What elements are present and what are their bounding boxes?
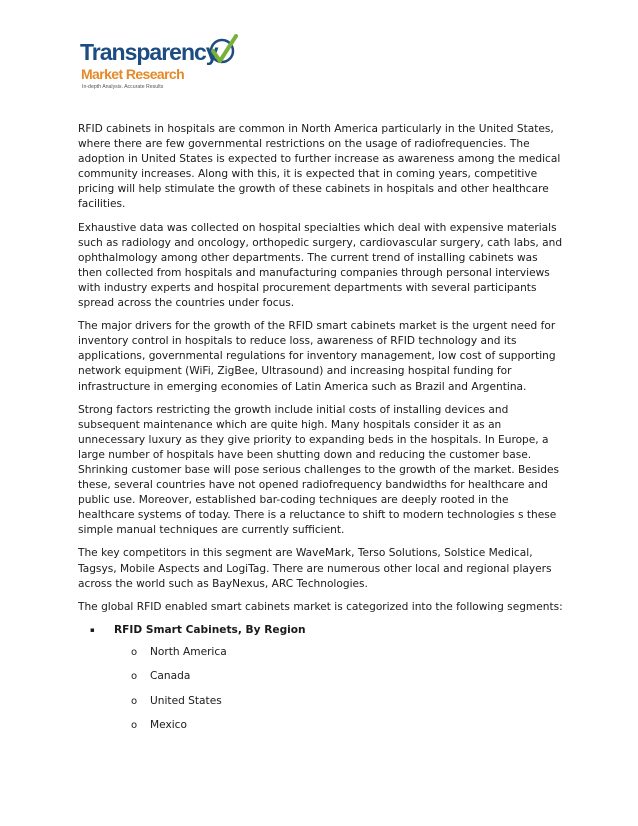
bullet-marker: ▪ xyxy=(90,625,95,634)
logo-subtitle: Market Research xyxy=(81,66,185,82)
sub-bullet-marker: o xyxy=(131,671,138,683)
region-label: Canada xyxy=(150,670,191,683)
logo-tagline: In-depth Analysis. Accurate Results xyxy=(82,84,164,90)
region-label: United States xyxy=(150,694,222,707)
logo-title: Transparency xyxy=(80,39,218,65)
list-item xyxy=(78,718,564,743)
list-item xyxy=(78,669,564,694)
sub-bullet-marker: o xyxy=(131,695,138,707)
sub-bullet-marker: o xyxy=(131,720,138,732)
paragraph-segments-intro: The global RFID enabled smart cabinets market is categorized into the following segments: xyxy=(78,600,563,613)
checkmark-icon xyxy=(206,34,238,68)
region-label: North America xyxy=(150,645,227,658)
document-body xyxy=(78,122,564,743)
region-label: Mexico xyxy=(150,719,187,732)
paragraph-market-drivers: The major drivers for the growth of the RFID smart cabinets market is the urgent need for inventory control in hospitals to reduce loss, awareness of RFID technology and its applications, governmental regulations for inventory management, low cost of supporting network equipment (WiFi, ZigBee, Ultrasound) and increasing hospital funding for infrastructure in emerging economies of Latin America such as Brazil and Argentina. xyxy=(78,320,556,393)
list-item xyxy=(78,645,564,670)
paragraph-competitors: The key competitors in this segment are WaveMark, Terso Solutions, Solstice Medical, Tagsys, Mobile Aspects and LogiTag. There are numerous other local and regional players across the world such as BayNexus, ARC Technologies. xyxy=(78,547,552,590)
list-item xyxy=(78,694,564,719)
sub-bullet-marker: o xyxy=(131,646,138,658)
paragraph-data-collection: Exhaustive data was collected on hospital specialties which deal with expensive materials such as radiology and oncology, orthopedic surgery, cardiovascular surgery, cath labs, and ophthalmology among other departments. The current trend of installing cabinets was then collected from hospitals and manufacturing companies through personal interviews with industry experts and hospital procurement departments with several participants spread across the countries under focus. xyxy=(78,221,563,310)
paragraph-restraints: Strong factors restricting the growth include initial costs of installing devices and subsequent maintenance which are quite high. Many hospitals consider it as an unnecessary luxury as they give priority to expanding beds in the hospitals. In Europe, a large number of hospitals have been shutting down and reducing the customer base. Shrinking customer base will pose serious challenges to the growth of the market. Besides these, several countries have not opened radiofrequency bandwidths for healthcare and public use. Moreover, established bar-coding techniques are deeply rooted in the healthcare systems of today. There is a reluctance to shift to modern technologies s these simple manual techniques are currently sufficient. xyxy=(78,403,560,537)
company-logo xyxy=(80,34,240,96)
paragraph-rfid-north-america: RFID cabinets in hospitals are common in North America particularly in the United States, where there are few governmental restrictions on the usage of radiofrequencies. The adoption in United States is expected to further increase as awareness among the medical community increases. Along with this, it is expected that in coming years, competitive pricing will help stimulate the growth of these cabinets in hospitals and other healthcare facilities. xyxy=(78,123,561,211)
segment-heading-label: RFID Smart Cabinets, By Region xyxy=(114,623,306,636)
segment-heading xyxy=(78,623,564,645)
region-list xyxy=(78,645,564,743)
